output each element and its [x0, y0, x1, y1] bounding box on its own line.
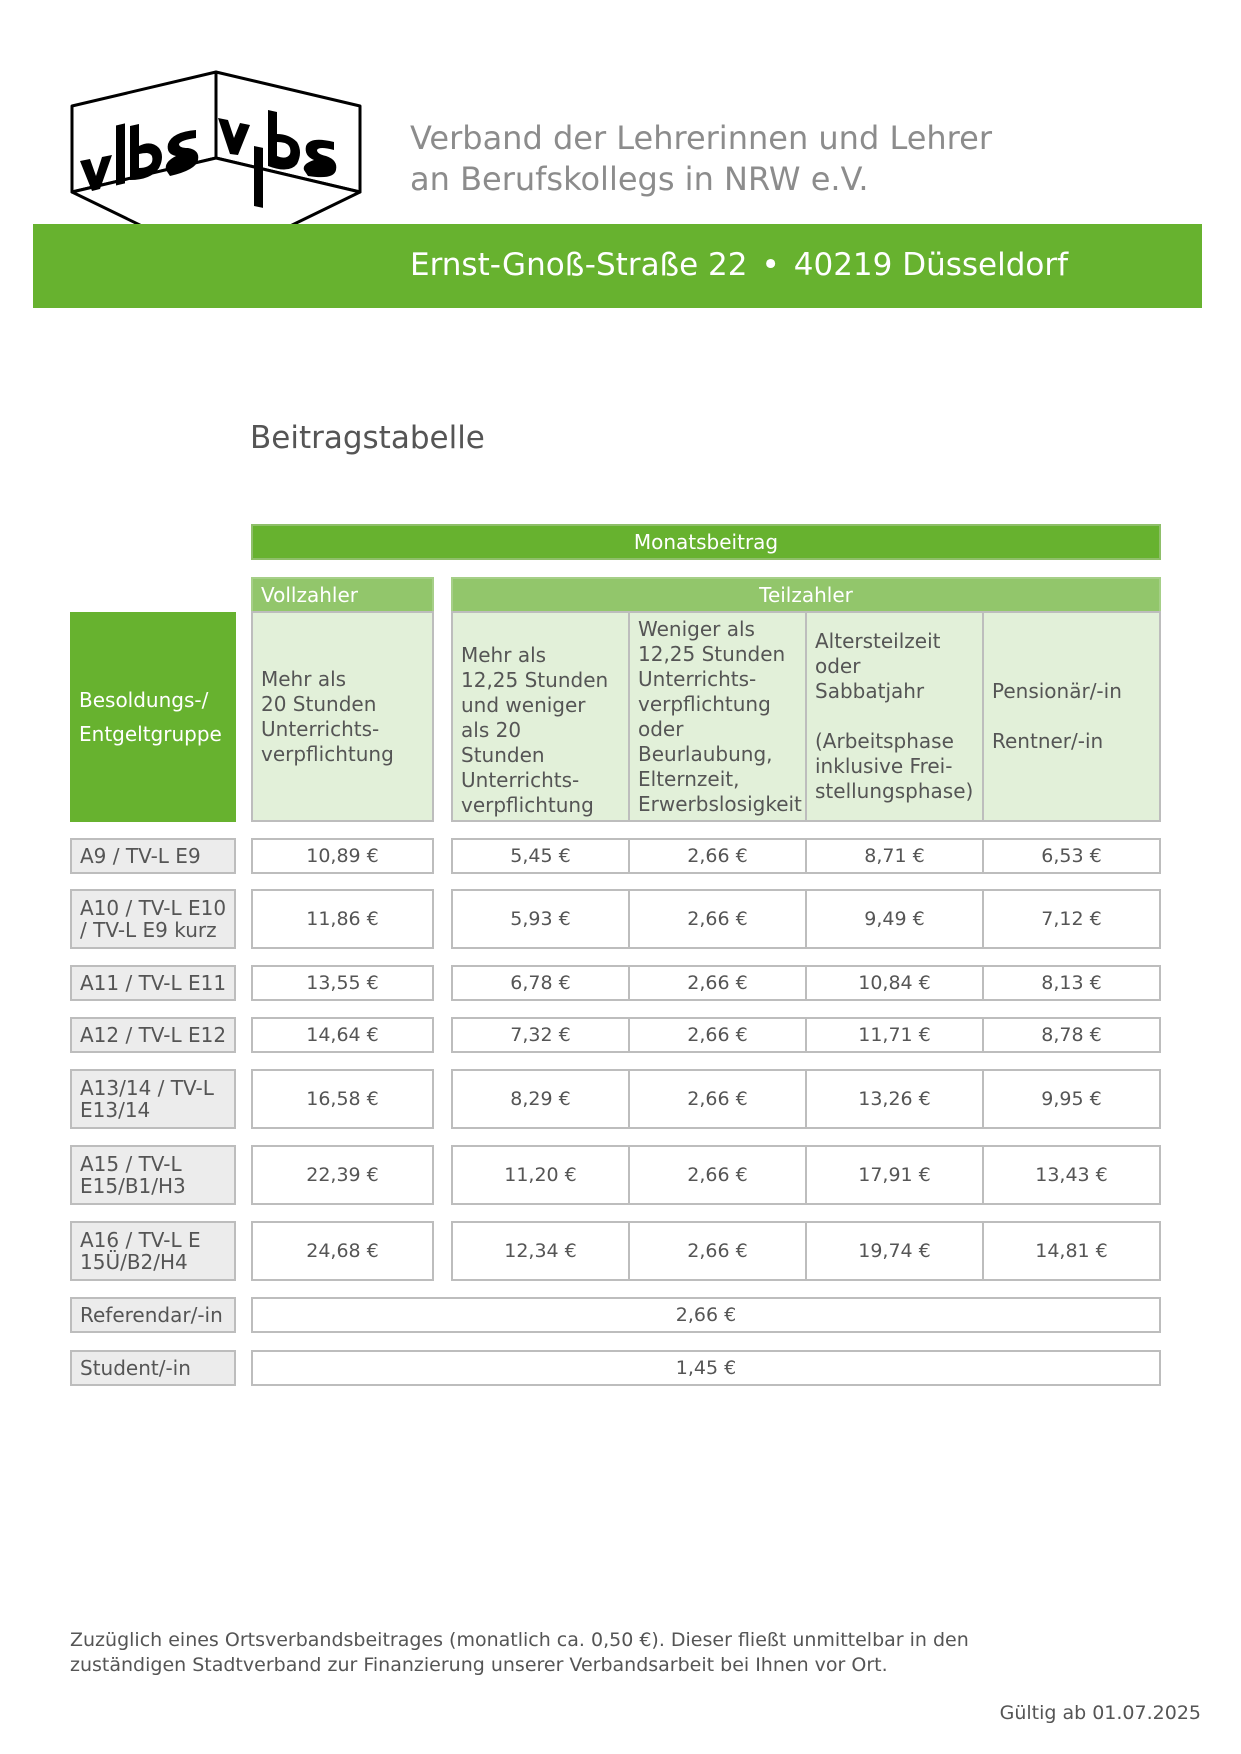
value-cell-merged: 1,45 €: [251, 1350, 1161, 1386]
organization-name: [410, 118, 992, 200]
value-cell: 11,71 €: [805, 1017, 984, 1053]
value-cell: 8,13 €: [982, 965, 1161, 1001]
value-cell: 2,66 €: [628, 1017, 807, 1053]
value-cell: 6,53 €: [982, 838, 1161, 874]
value-cell: 19,74 €: [805, 1221, 984, 1281]
city: 40219 Düsseldorf: [793, 247, 1069, 283]
value-cell: 2,66 €: [628, 1069, 807, 1129]
value-cell: 13,26 €: [805, 1069, 984, 1129]
street: Ernst-Gnoß-Straße 22: [410, 247, 748, 283]
value-cell: 2,66 €: [628, 838, 807, 874]
value-cell: 6,78 €: [451, 965, 630, 1001]
value-cell: 10,84 €: [805, 965, 984, 1001]
header-teilzahler: Teilzahler: [451, 577, 1161, 613]
header-monatsbeitrag: Monatsbeitrag: [251, 524, 1161, 560]
value-cell: 2,66 €: [628, 1221, 807, 1281]
row-label-a9: A9 / TV-L E9: [70, 838, 236, 874]
value-cell: 8,71 €: [805, 838, 984, 874]
header-vollzahler: Vollzahler: [251, 577, 434, 613]
header-besoldungsgruppe-line1: Besoldungs-/: [79, 688, 209, 712]
header-besoldungsgruppe-line2: Entgeltgruppe: [79, 722, 222, 746]
row-label-a16: A16 / TV-L E 15Ü/B2/H4: [70, 1221, 236, 1281]
col-header-text: Altersteilzeit oder Sabbatjahr (Arbeitsphase inklusive Frei- stellungsphase): [815, 629, 974, 803]
value-cell: 13,43 €: [982, 1145, 1161, 1205]
value-cell: 8,78 €: [982, 1017, 1161, 1053]
organization-name-line1: Verband der Lehrerinnen und Lehrer: [410, 119, 992, 157]
row-label-student: Student/-in: [70, 1350, 236, 1386]
col-header-teil-2: [628, 611, 807, 822]
value-cell: 14,64 €: [251, 1017, 434, 1053]
value-cell: 2,66 €: [628, 965, 807, 1001]
row-label-a15: A15 / TV-L E15/B1/H3: [70, 1145, 236, 1205]
col-header-vollzahler: [251, 611, 434, 822]
value-cell: 24,68 €: [251, 1221, 434, 1281]
row-label-a12: A12 / TV-L E12: [70, 1017, 236, 1053]
col-header-text: Weniger als 12,25 Stunden Unterrichts- verpflichtung oder Beurlaubung, Elternzeit, Erwerbslosigkeit: [638, 616, 802, 816]
value-cell: 9,95 €: [982, 1069, 1161, 1129]
value-cell: 11,20 €: [451, 1145, 630, 1205]
row-label-a11: A11 / TV-L E11: [70, 965, 236, 1001]
value-cell: 10,89 €: [251, 838, 434, 874]
value-cell: 14,81 €: [982, 1221, 1161, 1281]
value-cell: 7,32 €: [451, 1017, 630, 1053]
col-header-text: Pensionär/-in Rentner/-in: [992, 679, 1122, 753]
value-cell: 16,58 €: [251, 1069, 434, 1129]
col-header-text: Mehr als 20 Stunden Unterrichts- verpflichtung: [261, 666, 394, 766]
col-header-teil-1: [451, 611, 630, 822]
col-header-teil-3: [805, 611, 984, 822]
value-cell: 9,49 €: [805, 889, 984, 949]
address-separator: •: [761, 247, 780, 283]
header-besoldungsgruppe: [70, 612, 236, 822]
value-cell: 5,93 €: [451, 889, 630, 949]
value-cell: 5,45 €: [451, 838, 630, 874]
organization-name-line2: an Berufskollegs in NRW e.V.: [410, 160, 869, 198]
value-cell: 2,66 €: [628, 889, 807, 949]
value-cell-merged: 2,66 €: [251, 1297, 1161, 1333]
valid-from: Gültig ab 01.07.2025: [999, 1702, 1201, 1724]
value-cell: 13,55 €: [251, 965, 434, 1001]
value-cell: 12,34 €: [451, 1221, 630, 1281]
value-cell: 22,39 €: [251, 1145, 434, 1205]
value-cell: 8,29 €: [451, 1069, 630, 1129]
value-cell: 17,91 €: [805, 1145, 984, 1205]
footer-note: Zuzüglich eines Ortsverbandsbeitrages (monatlich ca. 0,50 €). Dieser fließt unmittelbar in den zuständigen Stadtverband zur Finanzierung unserer Verbandsarbeit bei Ihnen vor Ort.: [70, 1629, 969, 1676]
row-label-a10: A10 / TV-L E10 / TV-L E9 kurz: [70, 889, 236, 949]
row-label-a13: A13/14 / TV-L E13/14: [70, 1069, 236, 1129]
address: [410, 246, 1068, 284]
value-cell: 2,66 €: [628, 1145, 807, 1205]
value-cell: 7,12 €: [982, 889, 1161, 949]
col-header-text: Mehr als 12,25 Stunden und weniger als 20 Stunden Unterrichts- verpflichtung: [461, 643, 609, 817]
col-header-teil-4: [982, 611, 1161, 822]
page-title: Beitragstabelle: [250, 420, 485, 456]
value-cell: 11,86 €: [251, 889, 434, 949]
row-label-referendar: Referendar/-in: [70, 1297, 236, 1333]
